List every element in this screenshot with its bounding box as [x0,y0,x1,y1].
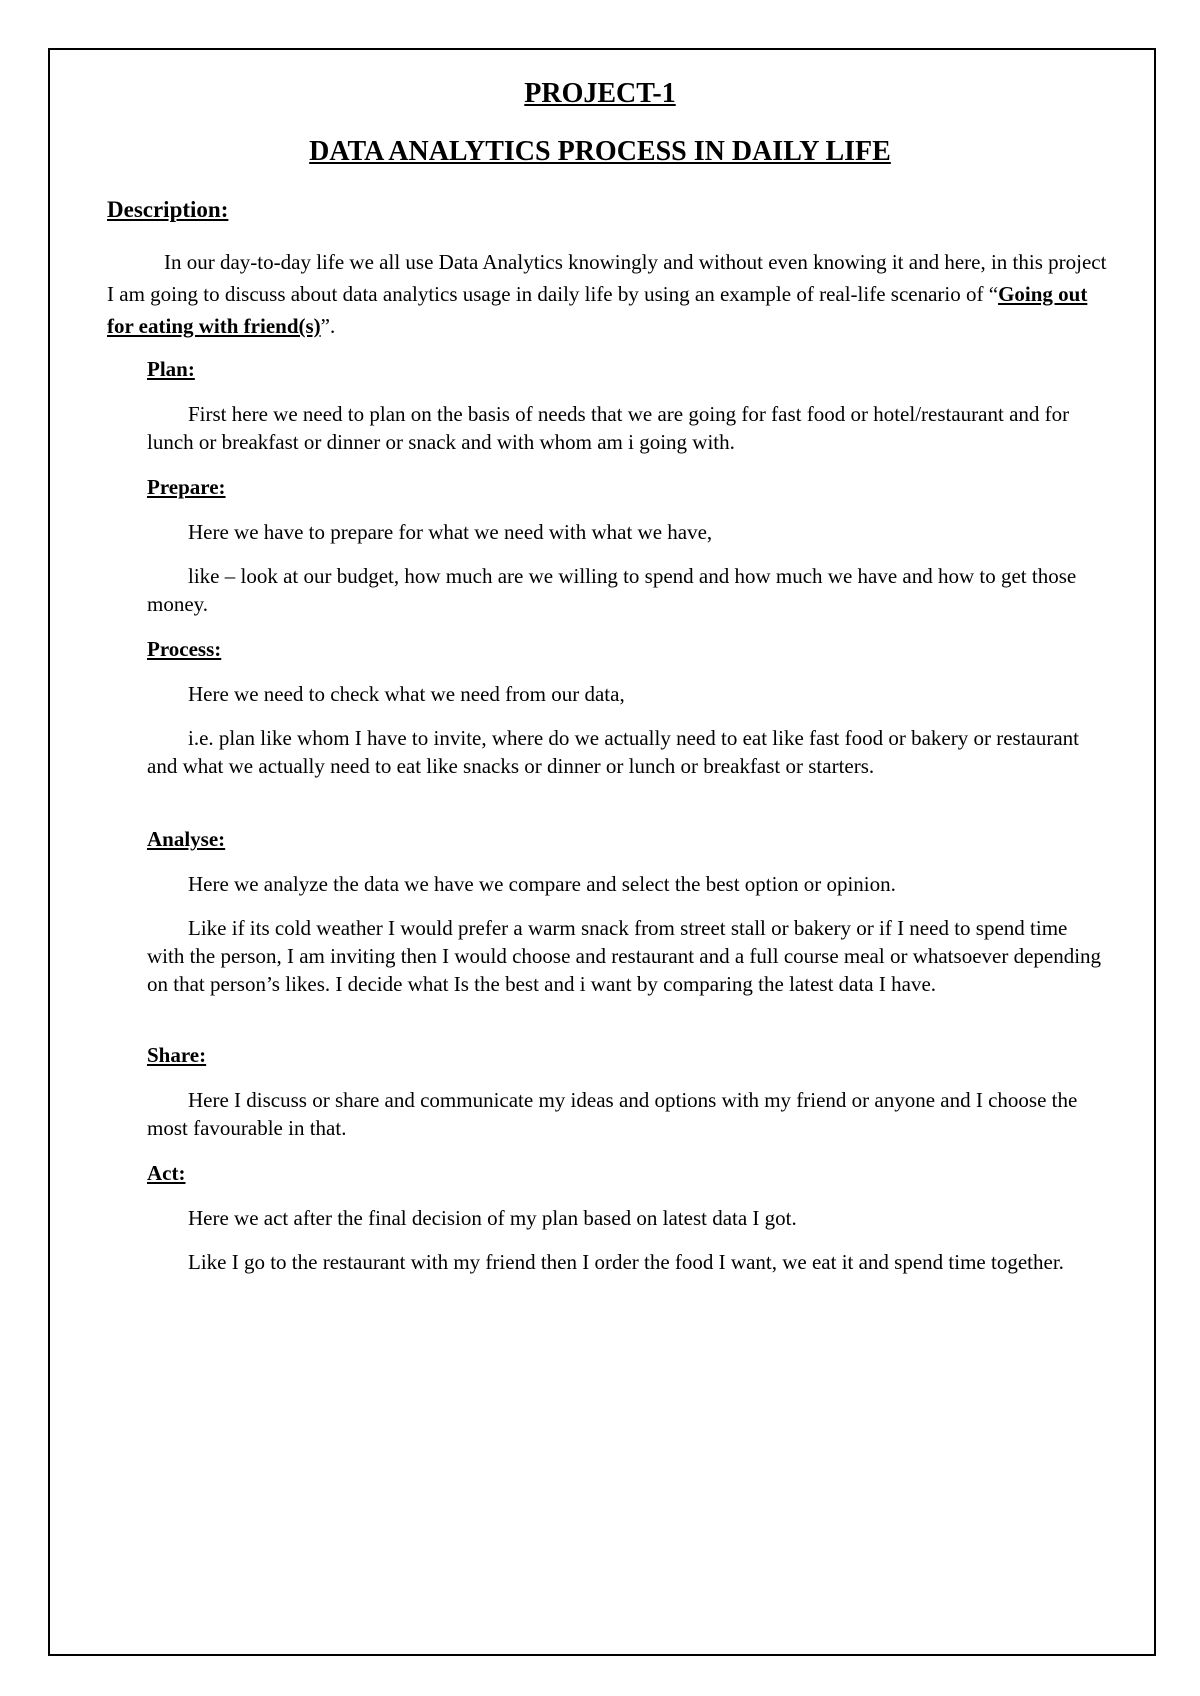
document-title: PROJECT-1 [524,78,676,109]
plan-paragraph-1: First here we need to plan on the basis of needs that we are going for fast food or hotel/restaurant and for lunch or breakfast or dinner or snack and with whom am i going with. [147,402,1070,454]
process-paragraph-2: i.e. plan like whom I have to invite, where do we actually need to eat like fast food or bakery or restaurant and what we actually need to eat like snacks or dinner or lunch or breakfast or starters. [147,726,1080,778]
section-heading-share: Share: [147,1043,207,1067]
description-paragraph [107,246,1107,342]
description-heading: Description: [107,197,229,222]
act-paragraph-1: Here we act after the final decision of my plan based on latest data I got. [188,1206,797,1230]
prepare-paragraph-1: Here we have to prepare for what we need with what we have, [188,520,713,544]
section-heading-act: Act: [147,1161,186,1185]
document-subtitle: DATA ANALYTICS PROCESS IN DAILY LIFE [309,136,891,167]
analyse-paragraph-1: Here we analyze the data we have we compare and select the best option or opinion. [188,872,896,896]
process-paragraph-1: Here we need to check what we need from our data, [188,682,625,706]
section-heading-process: Process: [147,637,222,661]
act-paragraph-2: Like I go to the restaurant with my friend then I order the food I want, we eat it and spend time together. [188,1250,1064,1274]
description-text-before: In our day-to-day life we all use Data Analytics knowingly and without even knowing it and here, in this project I am going to discuss about data analytics usage in daily life by using an example of real-life scenario of “ [107,250,1107,306]
prepare-paragraph-2: like – look at our budget, how much are we willing to spend and how much we have and how to get those money. [147,564,1077,616]
description-highlight: Going out for eating with friend(s) [107,282,1088,338]
analyse-paragraph-2: Like if its cold weather I would prefer a warm snack from street stall or bakery or if I need to spend time with the person, I am inviting then I would choose and restaurant and a full course meal or whatsoever depending on that person’s likes. I decide what Is the best and i want by comparing the latest data I have. [147,916,1102,996]
description-text-after: ”. [320,314,336,338]
section-heading-prepare: Prepare: [147,475,226,499]
section-heading-analyse: Analyse: [147,827,226,851]
section-heading-plan: Plan: [147,357,195,381]
share-paragraph-1: Here I discuss or share and communicate my ideas and options with my friend or anyone and I choose the most favourable in that. [147,1088,1078,1140]
